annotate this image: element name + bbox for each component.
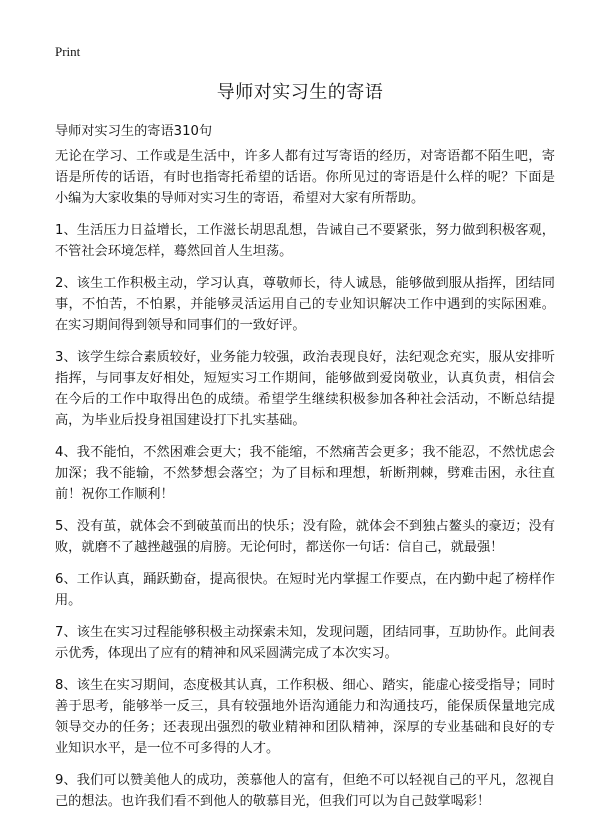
print-link[interactable]: Print [55,44,81,59]
document-body [55,146,555,823]
paragraph-2: 2、该生工作积极主动，学习认真，尊敬师长，待人诚恳，能够做到服从指挥，团结同事，不怕苦，不怕累，并能够灵活运用自己的专业知识解决工作中遇到的实际困难。在实习期间得到领导和同事们的一致好评。 [55,276,555,333]
paragraph-4: 4、我不能怕，不然困难会更大；我不能缩，不然痛苦会更多；我不能忍，不然忧虑会加深；我不能输，不然梦想会落空；为了目标和理想，斩断荆棘，劈难击困，永往直前！祝你工作顺利！ [55,445,555,502]
paragraph-1: 1、生活压力日益增长，工作滋长胡思乱想，告诫自己不要紧张，努力做到积极客观，不管社会环境怎样，蓦然回首人生坦荡。 [55,223,555,259]
paragraph-9: 9、我们可以赞美他人的成功，羡慕他人的富有，但绝不可以轻视自己的平凡，忽视自己的想法。也许我们看不到他人的敬慕目光，但我们可以为自己鼓掌喝彩！ [55,773,555,809]
paragraph-3: 3、该学生综合素质较好，业务能力较强，政治表现良好，法纪观念充实，服从安排听指挥，与同事友好相处，短短实习工作期间，能够做到爱岗敬业，认真负责，相信会在今后的工作中取得出色的成绩。希望学生继续积极参加各种社会活动，不断总结提高，为毕业后投身祖国建设打下扎实基础。 [55,350,555,428]
paragraph-8: 8、该生在实习期间，态度极其认真，工作积极、细心、踏实，能虚心接受指导；同时善于思考，能够举一反三，具有较强地外语沟通能力和沟通技巧，能保质保量地完成领导交办的任务；还表现出强烈的敬业精神和团队精神，深厚的专业基础和良好的专业知识水平，是一位不可多得的人才。 [55,678,555,756]
page-title: 导师对实习生的寄语 [216,82,384,103]
document-subtitle: 导师对实习生的寄语310句 [55,124,213,139]
intro-paragraph: 无论在学习、工作或是生活中，许多人都有过写寄语的经历，对寄语都不陌生吧，寄语是所传的话语，有时也指寄托希望的话语。你所见过的寄语是什么样的呢？下面是小编为大家收集的导师对实习生的寄语，希望对大家有所帮助。 [55,149,555,206]
paragraph-5: 5、没有茧，就体会不到破茧而出的快乐；没有险，就体会不到独占鳌头的豪迈；没有败，就磨不了越挫越强的肩膀。无论何时，都送你一句话：信自己，就最强！ [55,519,555,555]
paragraph-7: 7、该生在实习过程能够积极主动探索未知，发现问题，团结同事，互助协作。此间表示优秀，体现出了应有的精神和风采圆满完成了本次实习。 [55,625,555,661]
paragraph-6: 6、工作认真，踊跃勤奋，提高很快。在短时光内掌握工作要点，在内勤中起了榜样作用。 [55,572,555,608]
